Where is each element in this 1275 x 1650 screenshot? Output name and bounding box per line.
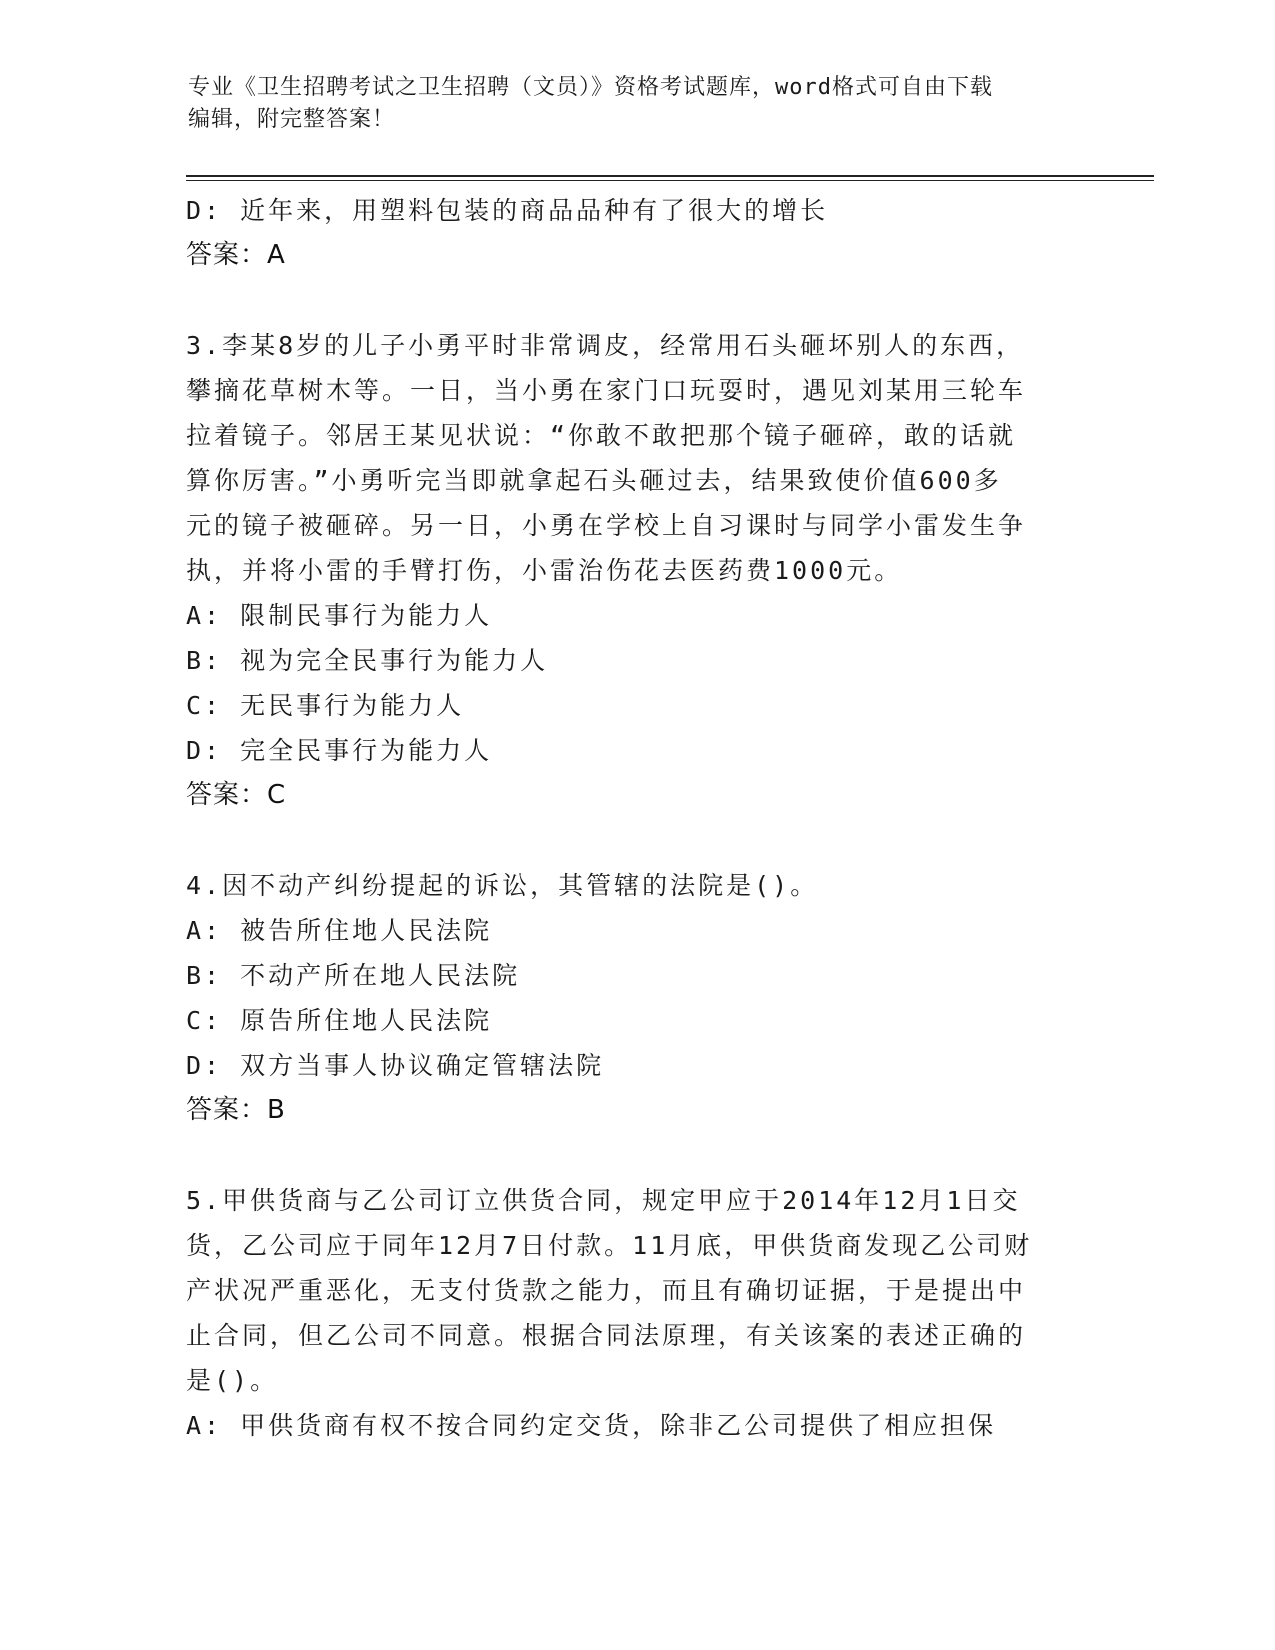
option-c: C: 原告所住地人民法院 (186, 1006, 493, 1035)
question-2-tail (186, 188, 1086, 278)
question-4 (186, 863, 1086, 1133)
option-c: C: 无民事行为能力人 (186, 691, 465, 720)
question-stem-line: 攀摘花草树木等。一日，当小勇在家门口玩耍时，遇见刘某用三轮车 (186, 376, 1027, 405)
question-stem-line: 止合同，但乙公司不同意。根据合同法原理，有关该案的表述正确的 (186, 1321, 1027, 1350)
option-b: B: 视为完全民事行为能力人 (186, 646, 549, 675)
question-stem-line: 货，乙公司应于同年12月7日付款。11月底，甲供货商发现乙公司财 (186, 1231, 1033, 1260)
answer-line: 答案：A (186, 240, 286, 270)
option-d: D: 近年来，用塑料包装的商品品种有了很大的增长 (186, 196, 829, 225)
header-line-2: 编辑，附完整答案！ (188, 107, 396, 132)
option-a: A: 被告所住地人民法院 (186, 916, 493, 945)
question-stem-line: 是()。 (186, 1366, 279, 1395)
spacer (186, 278, 1086, 323)
option-a: A: 限制民事行为能力人 (186, 601, 493, 630)
question-stem-line: 算你厉害。”小勇听完当即就拿起石头砸过去，结果致使价值600多 (186, 466, 1002, 495)
header-line-1: 专业《卫生招聘考试之卫生招聘（文员）》资格考试题库，word格式可自由下载 (188, 75, 993, 100)
question-stem-line: 3.李某8岁的儿子小勇平时非常调皮，经常用石头砸坏别人的东西， (186, 331, 1025, 360)
spacer (186, 1133, 1086, 1178)
answer-line: 答案：B (186, 1095, 286, 1125)
header-divider-thick (186, 175, 1154, 177)
option-d: D: 双方当事人协议确定管辖法院 (186, 1051, 605, 1080)
question-stem-line: 产状况严重恶化，无支付货款之能力，而且有确切证据，于是提出中 (186, 1276, 1027, 1305)
option-a: A: 甲供货商有权不按合同约定交货，除非乙公司提供了相应担保 (186, 1411, 997, 1440)
document-header (188, 72, 1088, 136)
answer-line: 答案：C (186, 780, 287, 810)
option-d: D: 完全民事行为能力人 (186, 736, 493, 765)
question-stem-line: 执，并将小雷的手臂打伤，小雷治伤花去医药费1000元。 (186, 556, 903, 585)
option-b: B: 不动产所在地人民法院 (186, 961, 521, 990)
spacer (186, 818, 1086, 863)
question-stem-line: 5.甲供货商与乙公司订立供货合同，规定甲应于2014年12月1日交 (186, 1186, 1021, 1215)
question-3 (186, 323, 1086, 818)
question-stem-line: 4.因不动产纠纷提起的诉讼，其管辖的法院是()。 (186, 871, 819, 900)
header-divider-thin (186, 180, 1154, 181)
question-stem-line: 拉着镜子。邻居王某见状说：“你敢不敢把那个镜子砸碎，敢的话就 (186, 421, 1017, 450)
question-5 (186, 1178, 1086, 1448)
document-body (186, 188, 1086, 1448)
question-stem-line: 元的镜子被砸碎。另一日，小勇在学校上自习课时与同学小雷发生争 (186, 511, 1027, 540)
